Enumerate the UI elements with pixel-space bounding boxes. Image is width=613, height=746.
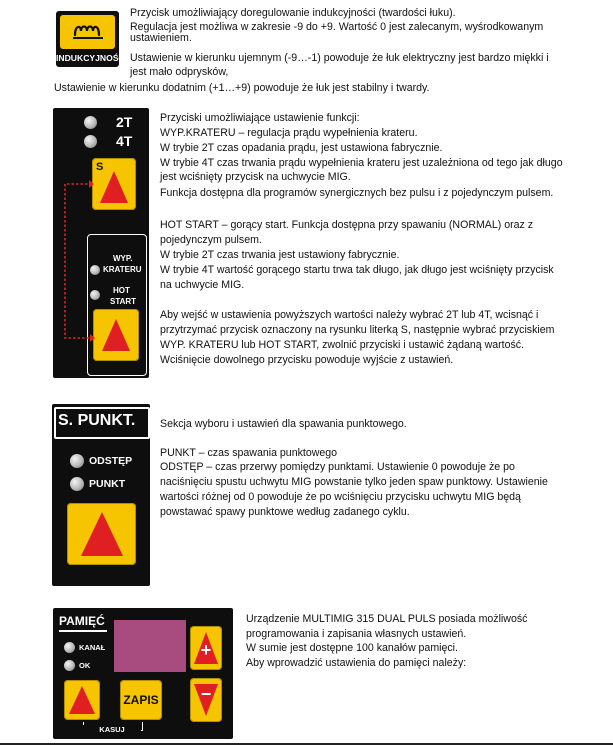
spot-weld-text-line: PUNKT – czas spawania punktowego: [160, 447, 338, 459]
triangle-up-icon: [80, 511, 124, 557]
led-punkt: [70, 477, 84, 491]
label-hot: HOT: [113, 286, 130, 295]
memory-plus-button[interactable]: [190, 626, 222, 670]
label-2t: 2T: [116, 114, 133, 130]
memory-left-button[interactable]: [64, 680, 100, 720]
label-4t: 4T: [116, 133, 133, 149]
function-text-line: Wciśnięcie dowolnego przycisku powoduje wyjście z ustawień.: [160, 354, 454, 366]
inductance-text-line: Ustawienie w kierunku dodatnim (+1…+9) powoduje że łuk jest stabilny i twardy.: [54, 82, 430, 94]
function-text-line: Funkcja dostępna dla programów synergicznych bez pulsu i z pojedynczym pulsem.: [160, 187, 554, 199]
spot-weld-panel: [52, 404, 150, 586]
inductance-button[interactable]: [60, 15, 115, 49]
memory-minus-button[interactable]: [190, 678, 222, 722]
plus-icon: +: [200, 640, 212, 660]
zapis-button-label: ZAPIS: [123, 693, 159, 707]
memory-text-line: W sumie jest dostępne 100 kanałów pamięci.: [246, 642, 458, 654]
function-text-line: W trybie 4T czas trwania prądu wypełnienia krateru jest uzależniona od tego jak długo: [160, 157, 563, 169]
memory-text-line: Aby wprowadzić ustawienia do pamięci należy:: [246, 657, 467, 669]
s-button-label: S: [96, 161, 104, 173]
function-text-line: W trybie 2T czas trwania jest ustawiony fabrycznie.: [160, 249, 400, 261]
function-text-line: Przyciski umożliwiające ustawienie funkcji:: [160, 112, 360, 124]
inductance-button-label: INDUKCYJNOŚĆ: [56, 53, 125, 63]
function-text-line: przytrzymać przycisk oznaczony na rysunku literką S, następnie wybrać przyciskiem: [160, 324, 555, 336]
zapis-button[interactable]: [120, 680, 162, 720]
led-kanal: [64, 642, 75, 653]
memory-title-underline: [59, 630, 107, 632]
function-text-line: pojedynczym pulsem.: [160, 234, 262, 246]
function-text-line: jest wciśnięty przycisk na uchwycie MIG.: [160, 171, 351, 183]
label-odstep: ODSTĘP: [89, 455, 133, 467]
function-text-line: WYP. KRATERU lub HOT START, zwolnić przyciski i ustawić żądaną wartość.: [160, 339, 525, 351]
function-text-line: WYP.KRATERU – regulacja prądu wypełnienia krateru.: [160, 127, 418, 139]
label-ok: OK: [79, 661, 91, 670]
memory-text-line: Urządzenie MULTIMIG 315 DUAL PULS posiada możliwość: [246, 613, 528, 625]
function-text-line: HOT START – gorący start. Funkcja dostępna przy spawaniu (NORMAL) oraz z: [160, 219, 534, 231]
label-punkt: PUNKT: [89, 478, 126, 490]
spot-weld-text-line: powstawać spawy punktowe według zadanego cyklu.: [160, 506, 410, 518]
inductance-text-line: Przycisk umożliwiający doregulowanie indukcyjności (twardości łuku).: [130, 7, 456, 19]
function-text-line: W trybie 2T czas opadania prądu, jest ustawiona fabrycznie.: [160, 142, 443, 154]
led-odstep: [70, 454, 84, 468]
led-ok: [64, 660, 75, 671]
label-kasuj: KASUJ: [83, 725, 141, 734]
minus-icon: −: [200, 684, 212, 704]
inductance-text-line: Ustawienie w kierunku ujemnym (-9…-1) powoduje że łuk elektryczny jest bardzo miękki i: [130, 52, 549, 64]
spot-weld-text-line: Sekcja wyboru i ustawień dla spawania punktowego.: [160, 418, 407, 430]
label-krateru: KRATERU: [103, 265, 142, 274]
label-wyp: WYP.: [113, 254, 133, 263]
spot-weld-text-line: ODSTĘP – czas przerwy pomiędzy punktami. Ustawienie 0 powoduje że po: [160, 461, 515, 473]
function-text-line: W trybie 4T wartość gorącego startu trwa tak długo, jak długo jest wciśnięty przycisk: [160, 264, 554, 276]
label-kanal: KANAŁ: [79, 643, 106, 652]
function-text-line: Aby wejść w ustawienia powyższych wartości należy wybrać 2T lub 4T, wcisnąć i: [160, 309, 539, 321]
memory-display: [114, 620, 186, 672]
memory-panel: [53, 608, 233, 739]
spot-weld-text-line: wartości różnej od 0 powoduje że po wciśnięciu przycisku uchwytu MIG będą: [160, 491, 521, 503]
coil-icon: [72, 23, 104, 41]
function-text-line: na uchwycie MIG.: [160, 279, 245, 291]
spot-weld-button[interactable]: [67, 503, 136, 565]
inductance-text-line: ustawieniem.: [130, 32, 192, 44]
inductance-text-line: jest mało odprysków,: [130, 66, 229, 78]
spot-weld-title: S. PUNKT.: [58, 412, 136, 429]
inductance-button-graphic: [56, 11, 125, 67]
page-bottom-rule: [0, 743, 613, 745]
memory-title: PAMIĘĆ: [59, 614, 105, 628]
spot-weld-text-line: naciśnięciu spustu uchwytu MIG powstanie tylko jeden spaw punktowy. Ustawienie: [160, 476, 548, 488]
inductance-text-line: Regulacja jest możliwa w zakresie -9 do +9. Wartość 0 jest zalecanym, wyśrodkowanym: [130, 21, 544, 33]
memory-text-line: programowania i zapisania własnych ustawień.: [246, 628, 467, 640]
connector-arrows: [53, 108, 149, 378]
triangle-up-icon: [68, 685, 96, 715]
label-start: START: [110, 297, 137, 306]
